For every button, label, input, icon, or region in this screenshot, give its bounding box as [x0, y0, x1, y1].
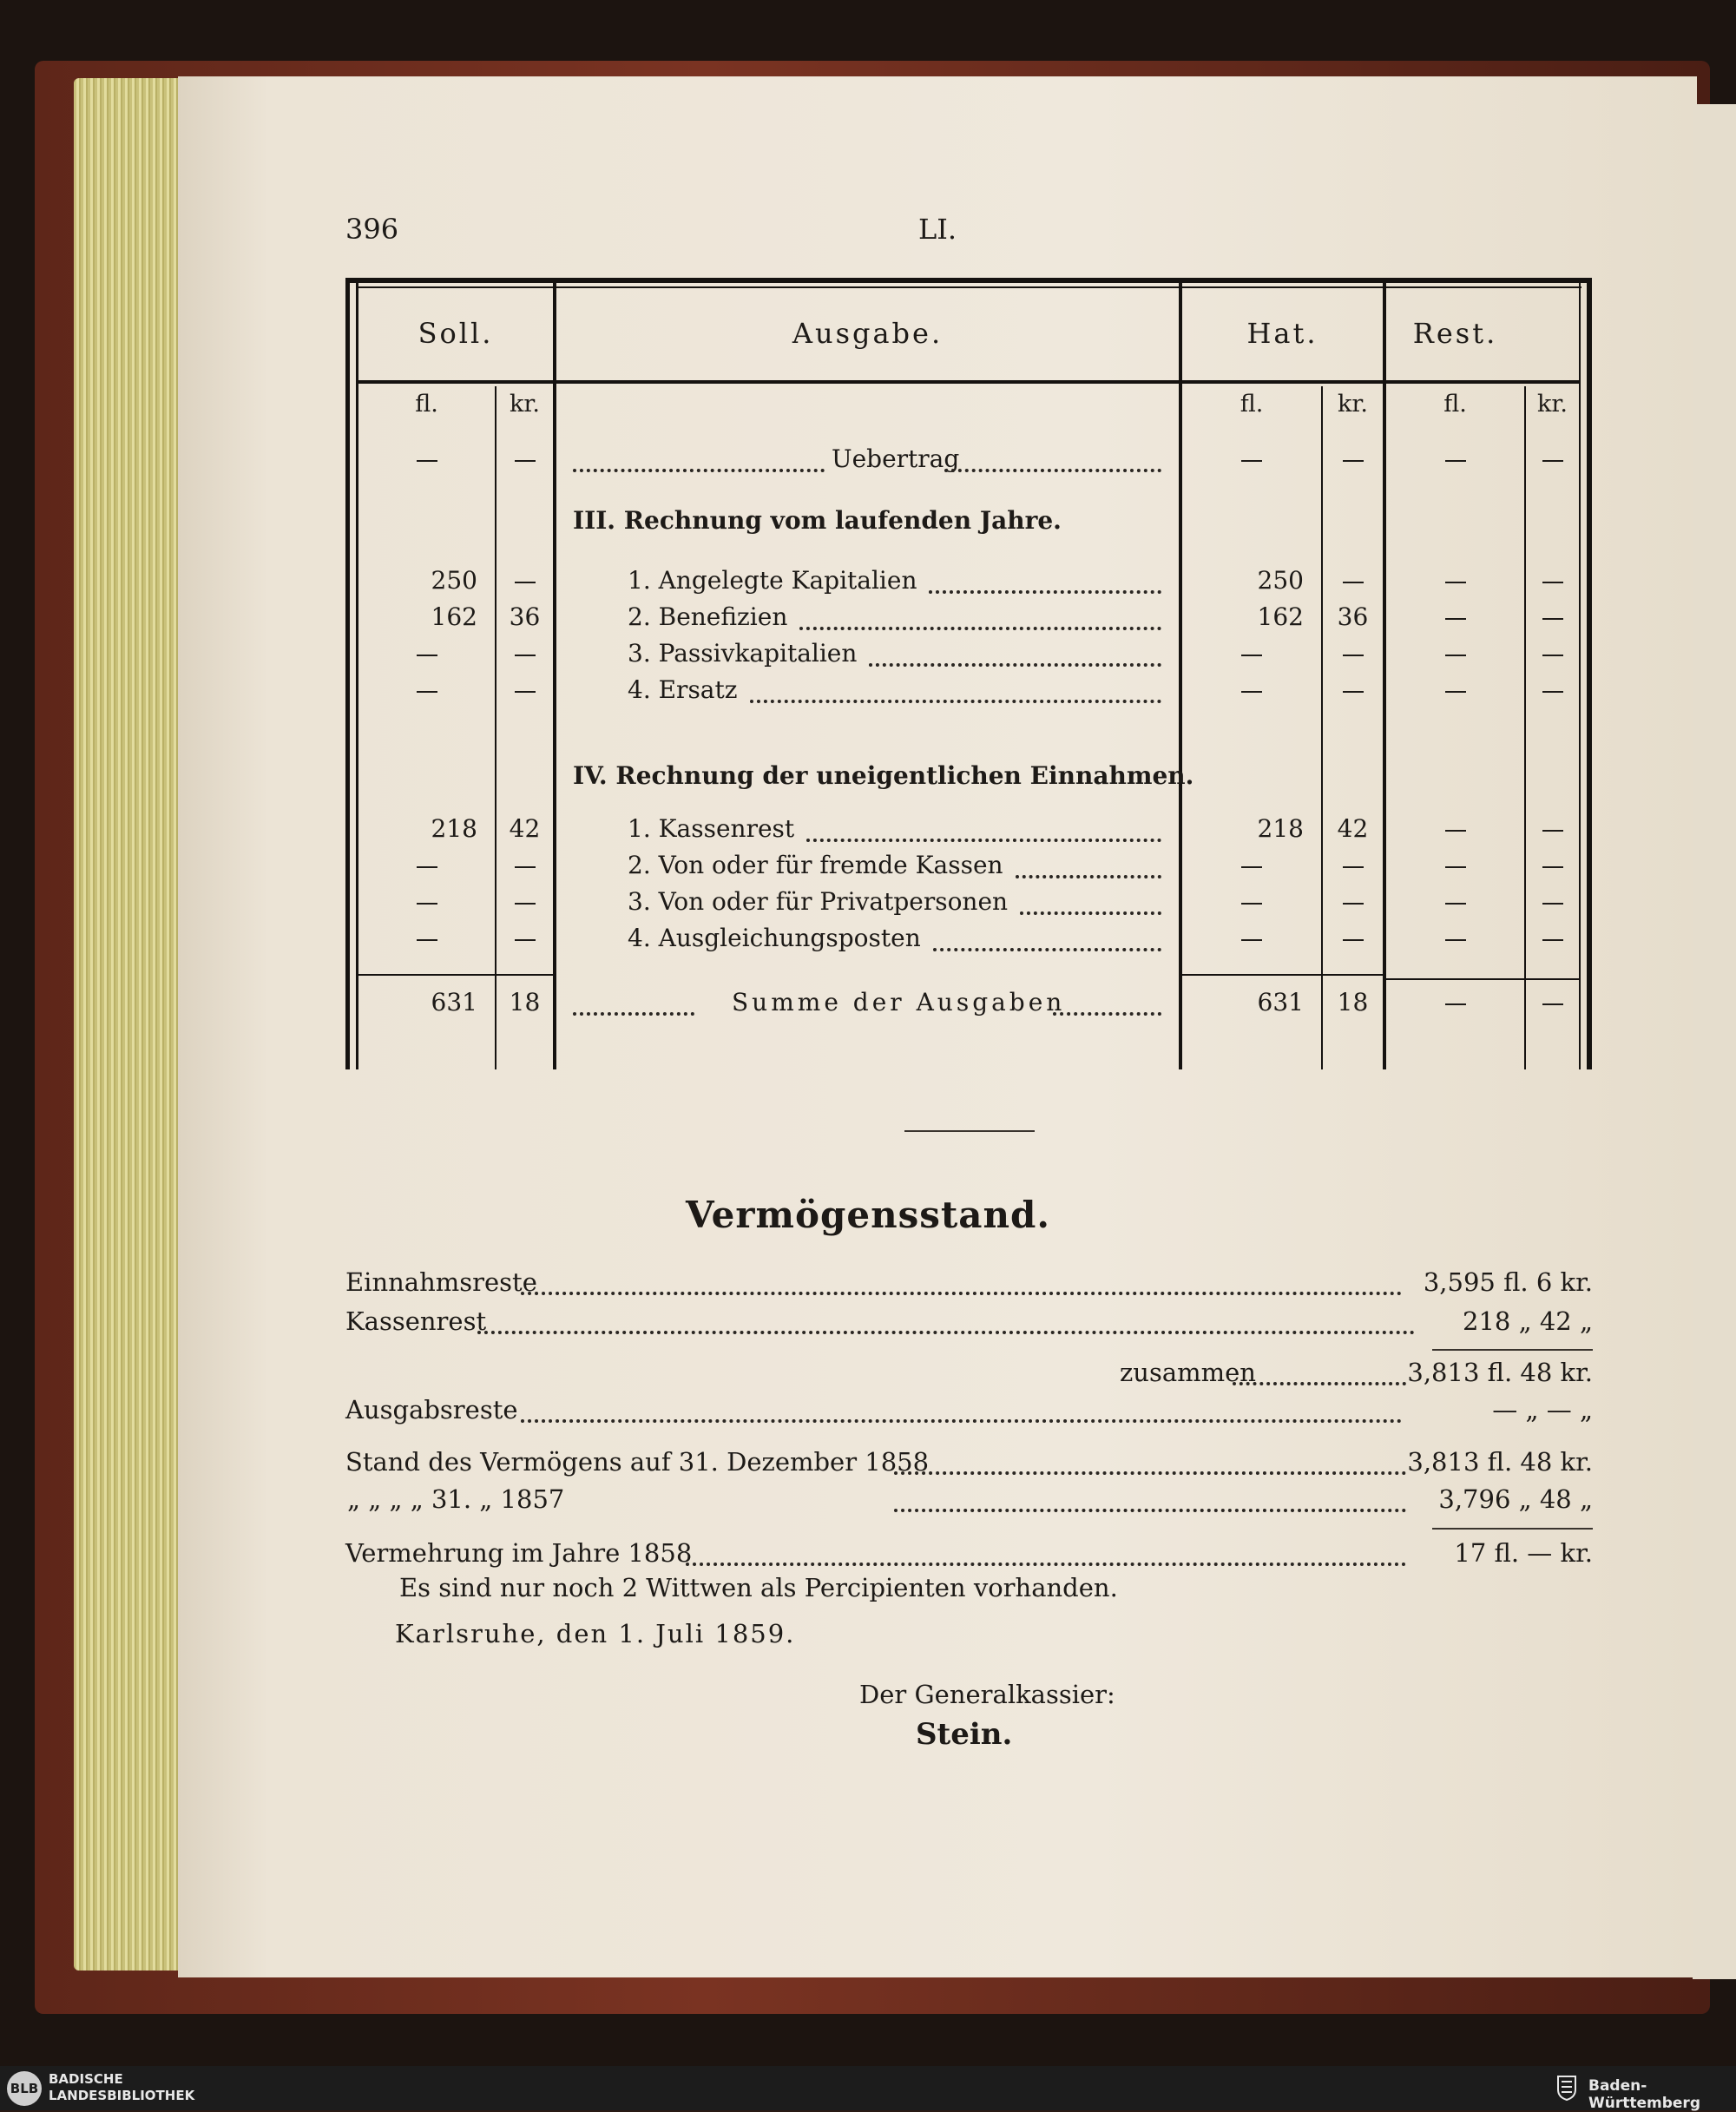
unit-soll-fl: fl.: [415, 391, 438, 418]
col-header-rest: Rest.: [1412, 317, 1498, 350]
col-sep-soll: [553, 278, 556, 1069]
dash: [1526, 887, 1579, 916]
bw-label[interactable]: Baden-Württemberg: [1588, 2077, 1700, 2112]
dash: [358, 851, 495, 879]
kassenrest-value: 218 „ 42 „: [1463, 1306, 1593, 1336]
total-soll-fl: 631: [431, 988, 477, 1017]
dash: [1323, 924, 1383, 952]
dash: [1526, 602, 1579, 631]
right-page-edge: [1693, 104, 1736, 1979]
leader-dots: [894, 1509, 1406, 1512]
dash: [1526, 988, 1579, 1017]
expense-table: [345, 278, 1592, 1069]
cell-soll-fl: 250: [431, 566, 477, 595]
dash: [1386, 675, 1524, 704]
unit-rest-fl: fl.: [1443, 391, 1467, 418]
leader-dots: [521, 1292, 1402, 1295]
blb-line2: LANDESBIBLIOTHEK: [49, 2088, 195, 2103]
total-rule-soll: [358, 974, 554, 976]
stand-value: 3,813 fl. 48 kr.: [1407, 1447, 1593, 1477]
total-label: Summe der Ausgaben: [732, 988, 1066, 1017]
note-text: Es sind nur noch 2 Wittwen als Percipienten vorhanden.: [399, 1573, 1118, 1602]
total-rule-hat: [1182, 974, 1383, 976]
ausgabsreste-label: Ausgabsreste: [345, 1395, 518, 1424]
dash: [358, 887, 495, 916]
leader-dots: [799, 627, 1161, 630]
einnahmsreste-value: 3,595 fl. 6 kr.: [1423, 1267, 1593, 1297]
table-right-border-inner: [1579, 278, 1581, 1069]
leader-dots: [477, 1331, 1415, 1334]
dash: [1386, 851, 1524, 879]
cell-soll-kr: 36: [509, 602, 541, 631]
leader-dots: [1020, 911, 1161, 915]
total-hat-kr: 18: [1337, 988, 1369, 1017]
header-rule: [358, 380, 1580, 384]
kassenrest-label: Kassenrest: [345, 1306, 487, 1336]
blb-line1: BADISCHE: [49, 2071, 123, 2087]
dash: [1323, 675, 1383, 704]
dash: [1182, 851, 1321, 879]
dash: [496, 924, 553, 952]
leader-dots: [933, 948, 1161, 951]
dash: [1182, 924, 1321, 952]
place-date: Karlsruhe, den 1. Juli 1859.: [395, 1619, 796, 1648]
dash: [1526, 444, 1579, 473]
zusammen-label: zusammen: [1120, 1358, 1256, 1387]
vermehrung-value: 17 fl. — kr.: [1454, 1538, 1593, 1568]
page-edges: [74, 78, 187, 1971]
stand-label: Stand des Vermögens auf 31. Dezember 1858: [345, 1447, 930, 1477]
leader-dots: [929, 590, 1161, 594]
footer-bar: [0, 2066, 1736, 2110]
leader-dots: [686, 1563, 1406, 1566]
dash: [1386, 887, 1524, 916]
leader-dots: [806, 839, 1161, 842]
total-rule-rest: [1386, 978, 1579, 980]
leader-dots: [1233, 1382, 1406, 1385]
col-header-soll: Soll.: [418, 317, 494, 350]
col-header-hat: Hat.: [1246, 317, 1318, 350]
row-label: 4. Ausgleichungsposten: [628, 924, 921, 952]
dash: [1526, 639, 1579, 668]
vermehrung-label: Vermehrung im Jahre 1858: [345, 1538, 693, 1568]
table-top-border-inner: [356, 286, 1581, 288]
cell-hat-fl: 162: [1257, 602, 1304, 631]
lions-crest-icon[interactable]: [1555, 2074, 1578, 2102]
zusammen-value: 3,813 fl. 48 kr.: [1407, 1358, 1593, 1387]
leader-dots: [1016, 875, 1161, 878]
unit-rest-kr: kr.: [1537, 391, 1568, 418]
dash: [358, 444, 495, 473]
dash: [1386, 924, 1524, 952]
ausgabsreste-value: — „ — „: [1492, 1395, 1593, 1424]
col-sep-soll-kr: [495, 386, 496, 1069]
leader-dots: [573, 469, 825, 472]
row-label: 3. Von oder für Privatpersonen: [628, 887, 1009, 916]
unit-soll-kr: kr.: [510, 391, 540, 418]
leader-dots: [944, 469, 1161, 472]
leader-dots: [894, 1471, 1406, 1475]
einnahmsreste-label: Einnahmsreste: [345, 1267, 537, 1297]
section-number: LI.: [918, 213, 957, 246]
dash: [496, 444, 553, 473]
signer-name: Stein.: [916, 1717, 1013, 1752]
stand-prev-label: „ „ „ „ 31. „ 1857: [347, 1484, 565, 1514]
sum-rule: [1432, 1349, 1593, 1351]
leader-dots: [869, 663, 1161, 667]
leader-dots: [521, 1419, 1402, 1423]
dash: [1526, 851, 1579, 879]
dash: [358, 924, 495, 952]
cell-hat-fl: 218: [1257, 814, 1304, 843]
total-soll-kr: 18: [509, 988, 541, 1017]
dash: [1323, 851, 1383, 879]
dash: [1386, 602, 1524, 631]
dash: [496, 851, 553, 879]
dash: [1386, 988, 1524, 1017]
cell-hat-fl: 250: [1257, 566, 1304, 595]
col-sep-hat-kr: [1321, 386, 1323, 1069]
dash: [1386, 566, 1524, 595]
dash: [1386, 444, 1524, 473]
row-label: 1. Angelegte Kapitalien: [628, 566, 917, 595]
col-sep-rest-kr: [1524, 386, 1526, 1069]
dash: [1386, 639, 1524, 668]
dash: [1323, 887, 1383, 916]
cell-hat-kr: 42: [1337, 814, 1369, 843]
cell-soll-kr: 42: [509, 814, 541, 843]
dash: [1182, 675, 1321, 704]
dash: [358, 675, 495, 704]
row-label: 2. Von oder für fremde Kassen: [628, 851, 1003, 879]
blb-name[interactable]: [49, 2071, 194, 2104]
section3-title: III. Rechnung vom laufenden Jahre.: [573, 506, 1062, 535]
cell-hat-kr: 36: [1337, 602, 1369, 631]
dash: [1526, 924, 1579, 952]
unit-hat-fl: fl.: [1240, 391, 1264, 418]
dash: [1182, 887, 1321, 916]
total-hat-fl: 631: [1257, 988, 1304, 1017]
dash: [1182, 639, 1321, 668]
dash: [1526, 675, 1579, 704]
cell-soll-fl: 218: [431, 814, 477, 843]
table-left-border: [345, 278, 350, 1069]
row-label: 2. Benefizien: [628, 602, 788, 631]
dash: [1526, 566, 1579, 595]
row-label: 4. Ersatz: [628, 675, 738, 704]
signer-title: Der Generalkassier:: [859, 1680, 1115, 1709]
leader-dots: [573, 1012, 694, 1016]
dash: [496, 566, 553, 595]
dash: [1323, 639, 1383, 668]
stand-prev-value: 3,796 „ 48 „: [1438, 1484, 1593, 1514]
unit-hat-kr: kr.: [1338, 391, 1368, 418]
row-label: 3. Passivkapitalien: [628, 639, 858, 668]
dash: [1323, 444, 1383, 473]
dash: [1386, 814, 1524, 843]
row-label: 1. Kassenrest: [628, 814, 795, 843]
leader-dots: [1053, 1012, 1161, 1016]
dash: [496, 675, 553, 704]
dash: [1526, 814, 1579, 843]
table-top-border: [345, 278, 1592, 283]
dash: [358, 639, 495, 668]
uebertrag-label: Uebertrag: [832, 444, 960, 473]
section4-title: IV. Rechnung der uneigentlichen Einnahmen.: [573, 761, 1194, 790]
col-header-ausgabe: Ausgabe.: [792, 317, 944, 350]
dash: [496, 887, 553, 916]
vermoegen-title: Vermögensstand.: [685, 1194, 1051, 1236]
sum-rule: [1432, 1528, 1593, 1530]
section-divider: [904, 1130, 1035, 1132]
cell-soll-fl: 162: [431, 602, 477, 631]
leader-dots: [750, 700, 1161, 703]
table-right-border: [1587, 278, 1592, 1069]
blb-logo-icon[interactable]: BLB: [7, 2071, 42, 2106]
dash: [1182, 444, 1321, 473]
dash: [1323, 566, 1383, 595]
dash: [496, 639, 553, 668]
page-number: 396: [345, 213, 399, 246]
